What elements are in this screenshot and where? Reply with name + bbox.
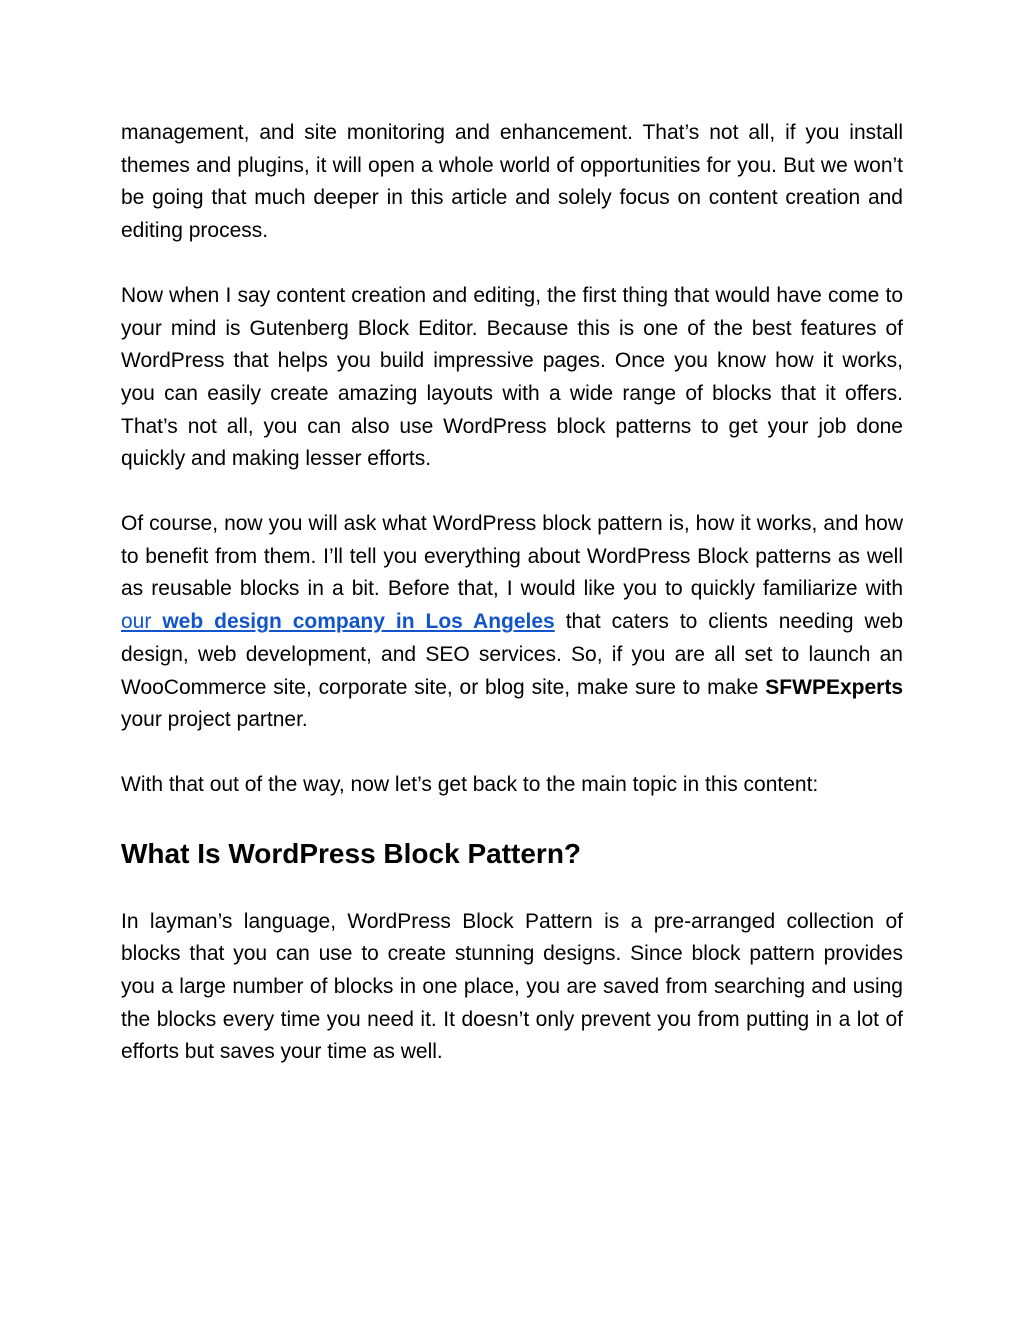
company-link[interactable] (121, 610, 555, 633)
paragraph-text-after-link: that caters to clients needing web design, web development, and SEO services. So, if you are all set to launch an WooCommerce site, corporate site, or blog site, make sure to make (121, 610, 903, 699)
document-page (121, 117, 903, 1069)
paragraph-intro: management, and site monitoring and enhancement. That’s not all, if you install themes and plugins, it will open a whole world of opportunities for you. But we won’t be going that much deeper in this article and solely focus on content creation and editing process. (121, 121, 903, 243)
paragraph-transition: With that out of the way, now let’s get back to the main topic in this content: (121, 772, 819, 796)
paragraph-block-patterns-intro (121, 508, 903, 737)
paragraph-gutenberg: Now when I say content creation and editing, the first thing that would have come to your mind is Gutenberg Block Editor. Because this is one of the best features of WordPress that helps you build impressive pages. Once you know how it works, you can easily create amazing layouts with a wide range of blocks that it offers. That’s not all, you can also use WordPress block patterns to get your job done quickly and making lesser efforts. (121, 283, 903, 471)
brand-name: SFWPExperts (765, 675, 903, 699)
paragraph-text-end: your project partner. (121, 708, 308, 732)
paragraph-text-before-link: Of course, now you will ask what WordPress block pattern is, how it works, and how to benefit from them. I’ll tell you everything about WordPress Block patterns as well as reusable blocks in a bit. Before that, I would like you to quickly familiarize with (121, 512, 903, 601)
company-link-prefix: our (121, 610, 163, 634)
section-heading: What Is WordPress Block Pattern? (121, 837, 582, 869)
paragraph-definition: In layman’s language, WordPress Block Pattern is a pre-arranged collection of blocks that you can use to create stunning designs. Since block pattern provides you a large number of blocks in one place, you are saved from searching and using the blocks every time you need it. It doesn’t only prevent you from putting in a lot of efforts but saves your time as well. (121, 909, 903, 1064)
company-link-text: web design company in Los Angeles (162, 610, 555, 634)
